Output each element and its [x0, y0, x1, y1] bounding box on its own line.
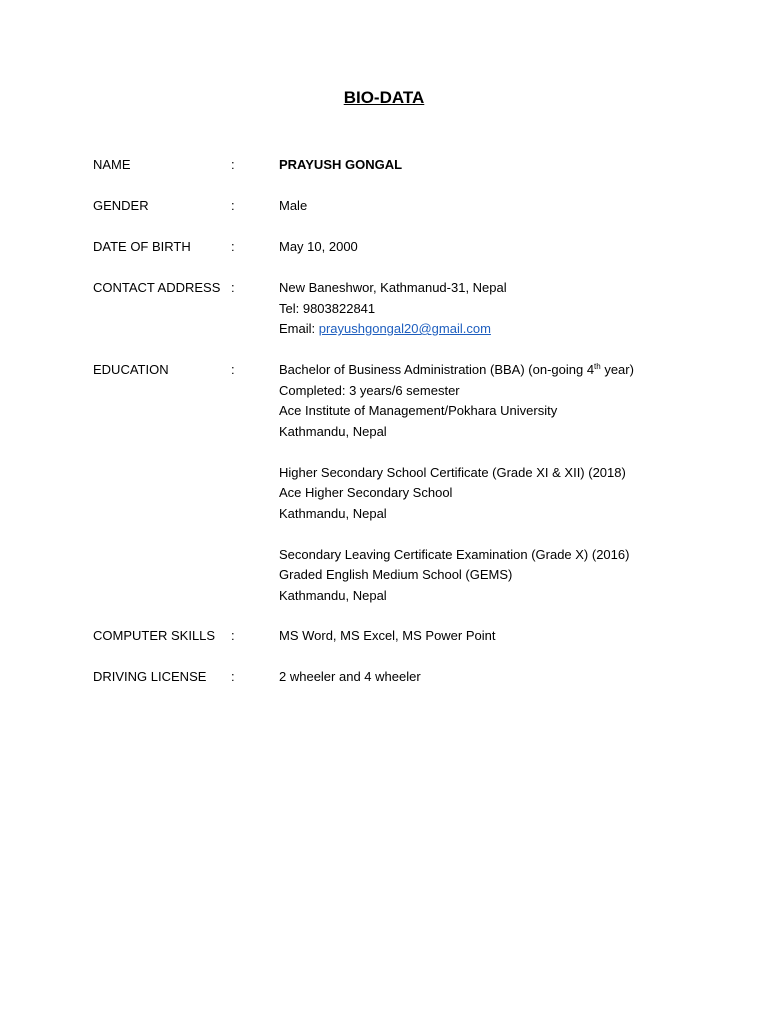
computer-skills-separator: :	[231, 628, 235, 643]
hsc-institute: Ace Higher Secondary School	[279, 485, 453, 500]
slc-degree: Secondary Leaving Certificate Examination (Grade X) (2016)	[279, 546, 630, 562]
education-value	[279, 360, 634, 606]
name-label: NAME	[93, 157, 131, 172]
email-label: Email:	[279, 321, 319, 336]
contact-separator: :	[231, 280, 235, 295]
bba-degree-text: Bachelor of Business Administration (BBA) (on-going 4	[279, 362, 595, 377]
name-separator: :	[231, 157, 235, 172]
bba-location: Kathmandu, Nepal	[279, 423, 387, 439]
driving-license-value: 2 wheeler and 4 wheeler	[279, 669, 421, 684]
bba-institute: Ace Institute of Management/Pokhara University	[279, 403, 558, 418]
driving-license-label: DRIVING LICENSE	[93, 669, 207, 684]
contact-label: CONTACT ADDRESS	[93, 280, 221, 295]
contact-value	[279, 278, 507, 340]
bba-completed: Completed: 3 years/6 semester	[279, 382, 460, 398]
education-separator: :	[231, 362, 235, 377]
bba-degree-text-end: year)	[600, 362, 634, 377]
driving-license-separator: :	[231, 669, 235, 684]
contact-tel: Tel: 9803822841	[279, 300, 376, 316]
contact-address: New Baneshwor, Kathmanud-31, Nepal	[279, 280, 507, 295]
computer-skills-value: MS Word, MS Excel, MS Power Point	[279, 628, 496, 643]
gender-label: GENDER	[93, 198, 149, 213]
gender-value: Male	[279, 198, 308, 213]
document-title: BIO-DATA	[343, 88, 425, 107]
dob-value: May 10, 2000	[279, 239, 358, 254]
hsc-location: Kathmandu, Nepal	[279, 505, 387, 521]
gender-separator: :	[231, 198, 235, 213]
computer-skills-label: COMPUTER SKILLS	[93, 628, 216, 643]
hsc-degree: Higher Secondary School Certificate (Grade XI & XII) (2018)	[279, 464, 626, 480]
name-value: PRAYUSH GONGAL	[279, 157, 403, 172]
bba-degree-superscript: th	[594, 362, 601, 371]
bba-degree	[279, 360, 634, 381]
contact-email-line	[279, 319, 507, 340]
dob-separator: :	[231, 239, 235, 254]
education-label: EDUCATION	[93, 362, 169, 377]
slc-institute: Graded English Medium School (GEMS)	[279, 567, 513, 582]
education-spacer	[279, 442, 634, 463]
slc-location: Kathmandu, Nepal	[279, 587, 387, 603]
dob-label: DATE OF BIRTH	[93, 239, 191, 254]
email-link[interactable]: prayushgongal20@gmail.com	[318, 321, 491, 336]
education-spacer	[279, 524, 634, 545]
